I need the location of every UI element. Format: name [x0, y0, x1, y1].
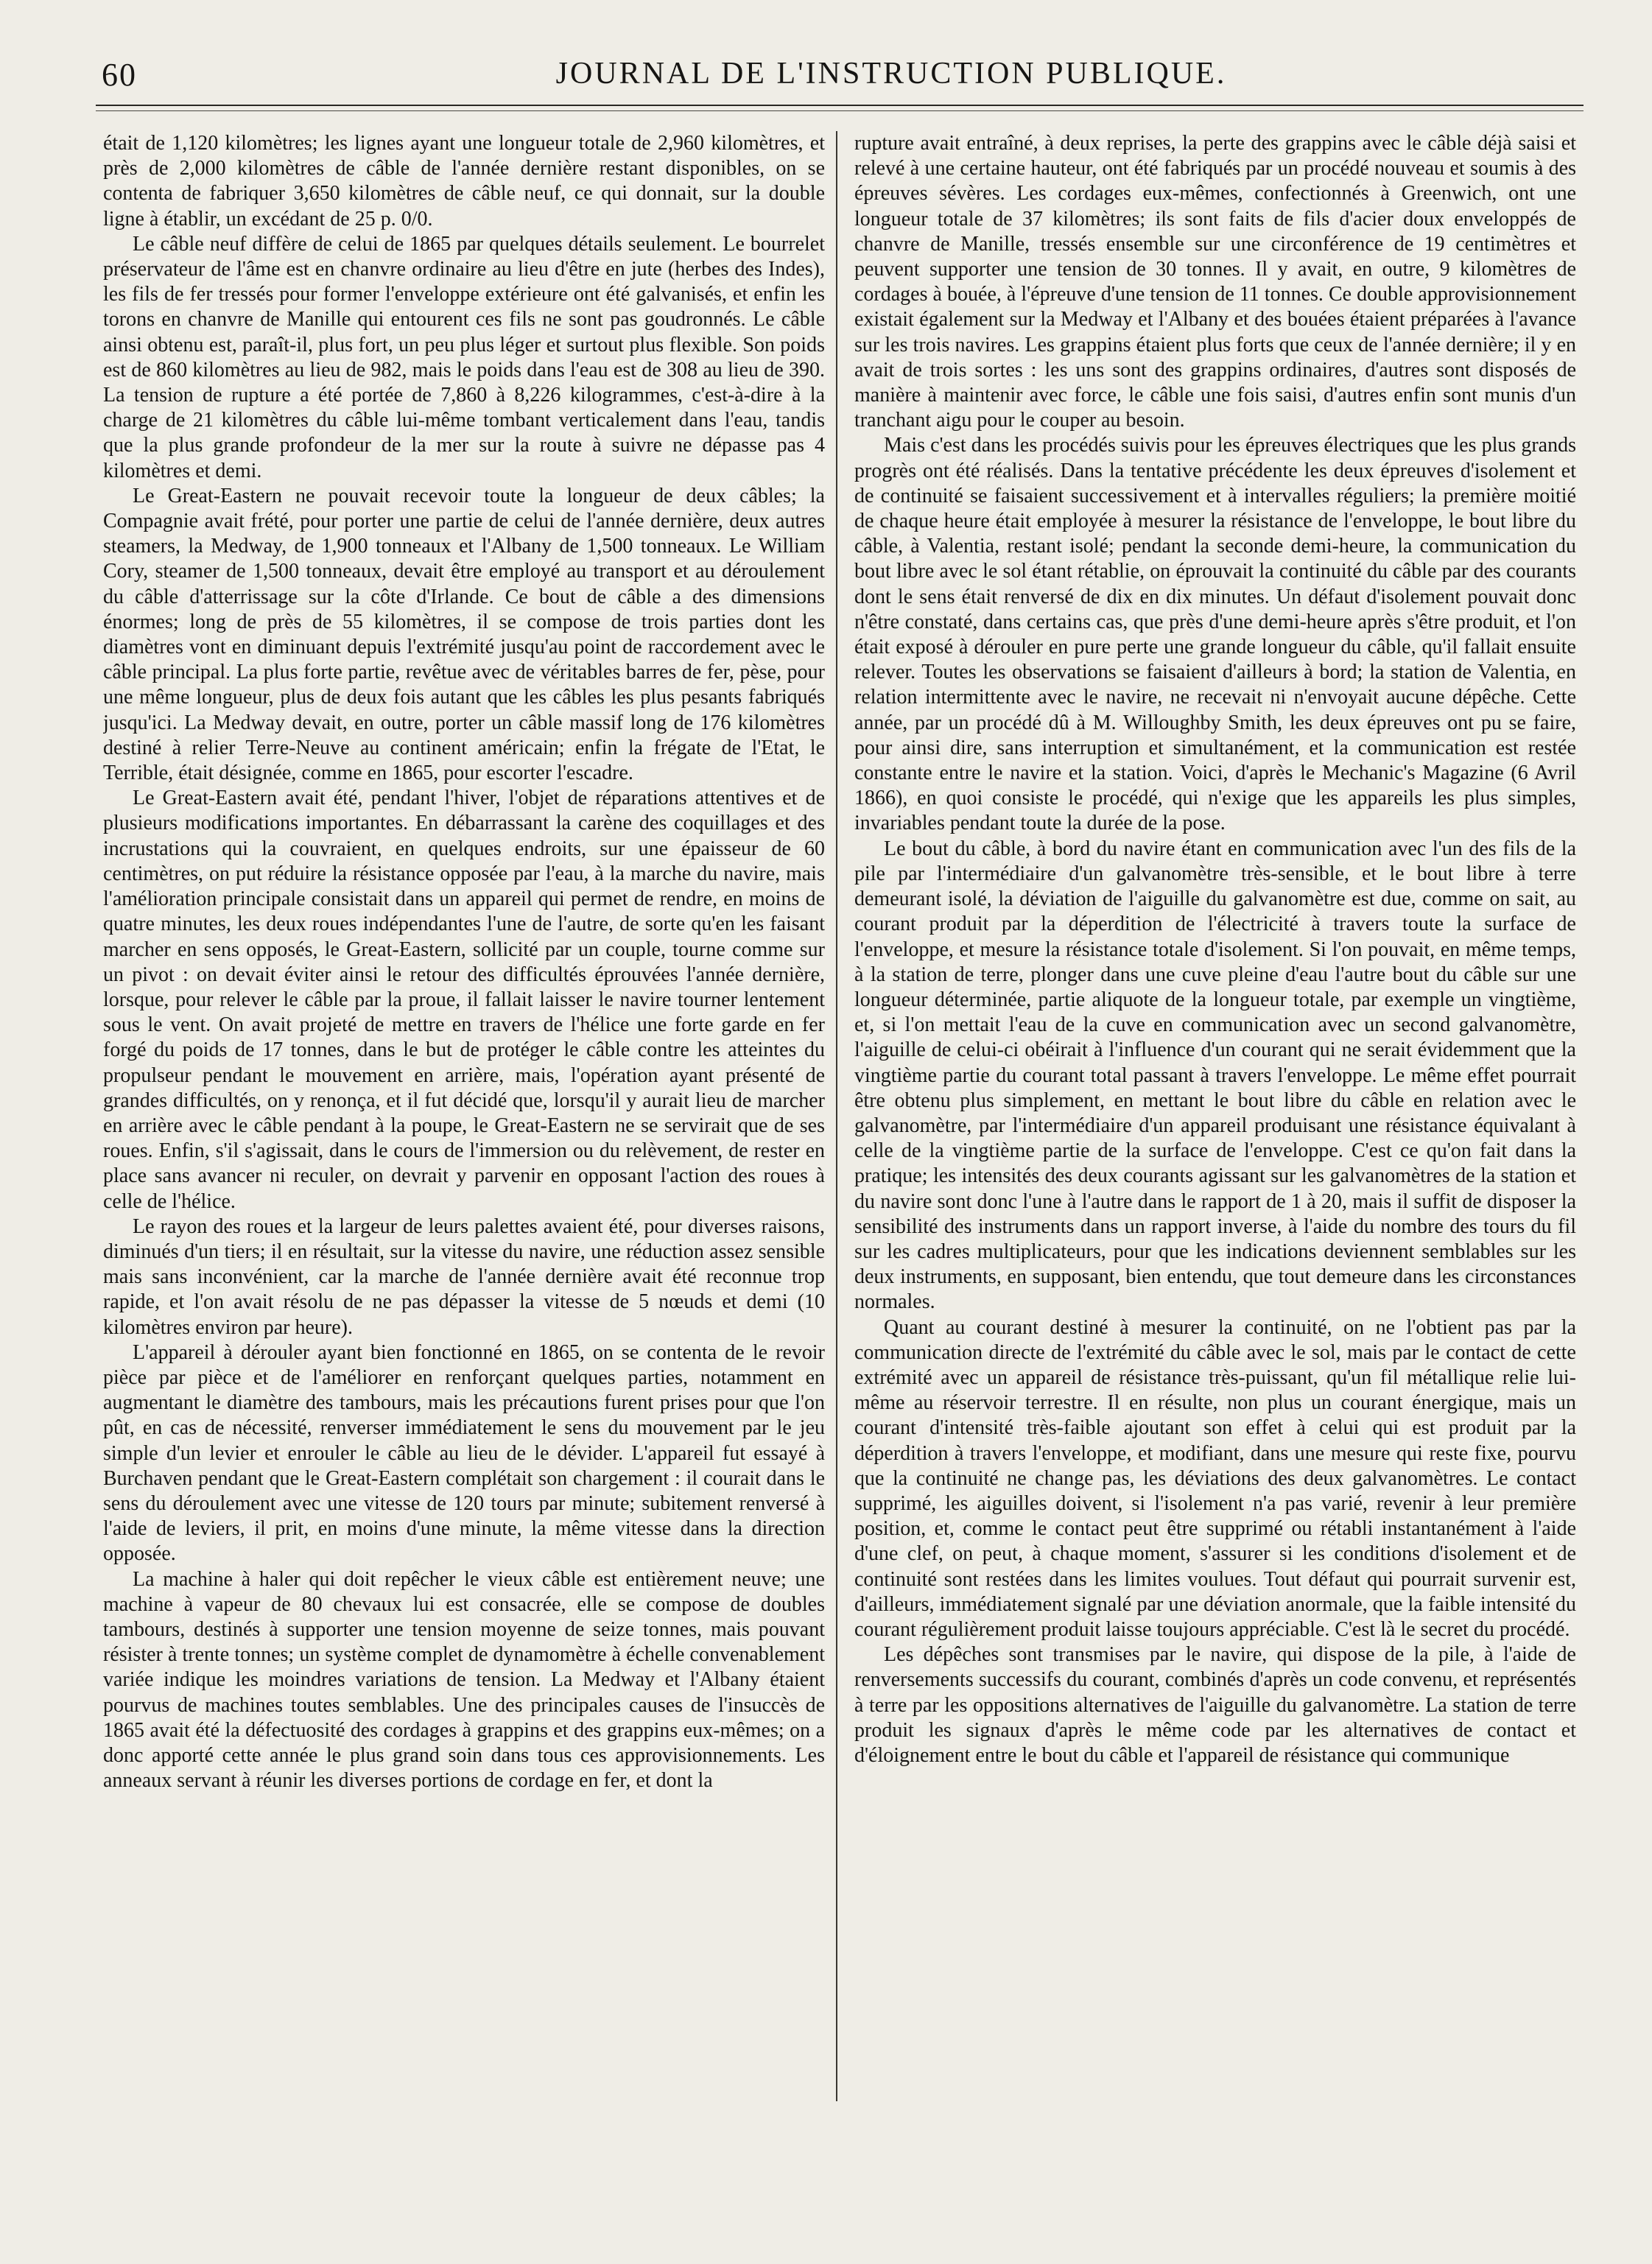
page-header — [96, 50, 1591, 102]
paragraph: Le rayon des roues et la largeur de leurs palettes avaient été, pour diverses raisons, diminués d'un tiers; il en résultait, sur la vitesse du navire, une réduction assez sensible mais sans inconvénient, car la marche de l'année dernière avait été reconnue trop rapide, et l'on avait résolu de ne pas dépasser la vitesse de 5 nœuds et demi (10 kilomètres environ par heure). — [103, 1214, 825, 1339]
paragraph: Le Great-Eastern avait été, pendant l'hiver, l'objet de réparations attentives et de plusieurs modifications importantes. En débarrassant la carène des coquillages et des incrustations qui la couvraient, en quelques endroits, sur une épaisseur de 60 centimètres, on put réduire la résistance opposée par l'eau, à la marche du navire, mais l'amélioration principale consistait dans un appareil qui permet de rendre, en moins de quatre minutes, les deux roues indépendantes l'une de l'autre, de sorte qu'en les faisant marcher en sens opposés, le Great-Eastern, sollicité par un couple, tourne comme sur un pivot : on devait éviter ainsi le retour des difficultés éprouvées l'année dernière, lorsque, pour relever le câble par la proue, il fallait laisser le navire tourner lentement sous le vent. On avait projeté de mettre en travers de l'hélice une forte garde en fer forgé du poids de 17 tonnes, dans le but de protéger le câble contre les atteintes du propulseur pendant le mouvement en arrière, mais, l'opération ayant présenté de grandes difficultés, on y renonça, et il fut décidé que, lorsqu'il y aurait lieu de marcher en arrière avec le câble pendant à la poupe, le Great-Eastern ne se servirait que de ses roues. Enfin, s'il s'agissait, dans le cours de l'immersion ou du relèvement, de rester en place sans avancer ni reculer, on devrait y parvenir en opposant l'action des roues à celle de l'hélice. — [103, 787, 825, 1213]
paragraph: L'appareil à dérouler ayant bien fonctionné en 1865, on se contenta de le revoir pièce par pièce et de l'améliorer en renforçant quelques parties, notamment en augmentant le diamètre des tambours, mais les précautions furent prises pour que l'on pût, en cas de nécessité, renverser immédiatement le sens du mouvement par le jeu simple d'un levier et enrouler le câble au lieu de le dévider. L'appareil fut essayé à Burchaven pendant que le Great-Eastern complétait son chargement : il courait dans le sens du déroulement avec une vitesse de 120 tours par minute; subitement renversé à l'aide de leviers, il prit, en moins d'une minute, la même vitesse dans la direction opposée. — [103, 1340, 825, 1566]
right-column — [854, 131, 1576, 2112]
column-divider — [836, 131, 837, 2101]
paragraph: Le câble neuf diffère de celui de 1865 par quelques détails seulement. Le bourrelet préservateur de l'âme est en chanvre ordinaire au lieu d'être en jute (herbes des Indes), les fils de fer tressés pour former l'enveloppe extérieure ont été galvanisés, et enfin les torons en chanvre de Manille qui entourent ces fils ne sont pas goudronnés. Le câble ainsi obtenu est, paraît-il, plus fort, un peu plus léger et surtout plus flexible. Son poids est de 860 kilomètres au lieu de 982, mais le poids dans l'eau est de 308 au lieu de 390. La tension de rupture a été portée de 7,860 à 8,226 kilogrammes, c'est-à-dire à la charge de 21 kilomètres du câble lui-même tombant verticalement dans l'eau, tandis que la plus grande profondeur de la mer sur la route à suivre ne dépasse pas 4 kilomètres et demi. — [103, 232, 825, 482]
paragraph: Quant au courant destiné à mesurer la continuité, on ne l'obtient pas par la communication directe de l'extrémité du câble avec le sol, mais par le contact de cette extrémité avec un appareil de résistance très-puissant, qu'un fil métallique relie lui-même au réservoir terrestre. Il en résulte, non plus un courant énergique, mais un courant d'intensité très-faible ajoutant son effet à celui qui est produit par la déperdition à travers l'enveloppe, et modifiant, dans une mesure qui reste fixe, pourvu que la continuité ne change pas, les déviations des deux galvanomètres. Le contact supprimé, les aiguilles doivent, si l'isolement n'a pas varié, revenir à leur première position, et, comme le contact peut être supprimé ou rétabli instantanément à l'aide d'une clef, on peut, à chaque moment, s'assurer si les conditions d'isolement et de continuité sont restées dans les limites voulues. Tout défaut qui pourrait survenir est, d'ailleurs, immédiatement signalé par une déviation anormale, que la faible intensité du courant régulièrement produit laisse toujours appréciable. C'est là le secret du procédé. — [854, 1315, 1576, 1641]
paragraph: La machine à haler qui doit repêcher le vieux câble est entièrement neuve; une machine à vapeur de 80 chevaux lui est consacrée, elle se compose de doubles tambours, destinés à supporter une tension moyenne de seize tonnes, mais pouvant résister à trente tonnes; un système complet de dynamomètre à échelle convenablement variée indique les moindres variations de tension. La Medway et l'Albany étaient pourvus de machines toutes semblables. Une des principales causes de l'insuccès de 1865 avait été la défectuosité des cordages à grappins et des grappins eux-mêmes; on a donc apporté cette année le plus grand soin dans tous ces approvisionnements. Les anneaux servant à réunir les diverses portions de cordage en fer, et dont la — [103, 1567, 825, 1793]
header-rule — [96, 105, 1584, 106]
paragraph: Le bout du câble, à bord du navire étant en communication avec l'un des fils de la pile par l'intermédiaire d'un galvanomètre très-sensible, et le bout libre à terre demeurant isolé, la déviation de l'aiguille du galvanomètre est due, comme on sait, au courant produit par la déperdition de l'électricité à travers toute la surface de l'enveloppe, et mesure la résistance totale d'isolement. Si l'on pouvait, en même temps, à la station de terre, plonger dans une cuve pleine d'eau l'autre bout du câble sur une longueur déterminée, partie aliquote de la longueur totale, par exemple un vingtième, et, si l'on mettait l'eau de la cuve en communication avec un second galvanomètre, l'aiguille de celui-ci obéirait à l'influence d'un courant qui ne serait évidemment que la vingtième partie du courant total passant à travers l'enveloppe. Le même effet pourrait être obtenu plus simplement, en mettant le bout libre du câble en relation avec le galvanomètre, par l'intermédiaire d'un appareil produisant une résistance équivalant à celle de la vingtième partie de la surface de l'enveloppe. C'est ce qu'on fait dans la pratique; les intensités des deux courants agissant sur les galvanomètres de la station et du navire sont donc l'une à l'autre dans le rapport de 1 à 20, mais il suffit de disposer la sensibilité des instruments dans un rapport inverse, à l'aide du nombre des tours du fil sur les cadres multiplicateurs, pour que les indications deviennent semblables sur les deux instruments, en supposant, bien entendu, que tout demeure dans les circonstances normales. — [854, 837, 1576, 1314]
paragraph: Les dépêches sont transmises par le navire, qui dispose de la pile, à l'aide de renversements successifs du courant, combinés d'après un code convenu, et représentés à terre par les oppositions alternatives de l'aiguille du galvanomètre. La station de terre produit les signaux d'après le même code par les alternatives de contact et d'éloignement entre le bout du câble et l'appareil de résistance qui communique — [854, 1643, 1576, 1767]
page-number: 60 — [102, 57, 137, 93]
paragraph: Mais c'est dans les procédés suivis pour les épreuves électriques que les plus grands progrès ont été réalisés. Dans la tentative précédente les deux épreuves d'isolement et de continuité se faisaient successivement et à intervalles réguliers; la première moitié de chaque heure était employée à mesurer la résistance de l'enveloppe, le bout libre du câble, à Valentia, restant isolé; pendant la seconde demi-heure, la communication du bout libre avec le sol étant rétablie, on éprouvait la continuité du câble par des courants dont le sens était renversé de dix en dix minutes. Un défaut d'isolement pouvait donc n'être constaté, dans certains cas, que près d'une demi-heure après s'être produit, et l'on était exposé à dérouler en pure perte une grande longueur du câble, qu'il fallait ensuite relever. Toutes les observations se faisaient d'ailleurs à bord; la station de Valentia, en relation intermittente avec le navire, ne recevait ni n'envoyait aucune dépêche. Cette année, par un procédé dû à M. Willoughby Smith, les deux épreuves ont pu se faire, pour ainsi dire, sans interruption et simultanément, et la communication est restée constante entre le navire et la station. Voici, d'après le Mechanic's Magazine (6 Avril 1866), en quoi consiste le procédé, qui n'exige que les appareils les plus simples, invariables pendant toute la durée de la pose. — [854, 434, 1576, 835]
paragraph: Le Great-Eastern ne pouvait recevoir toute la longueur de deux câbles; la Compagnie avait frété, pour porter une partie de celui de l'année dernière, deux autres steamers, la Medway, de 1,900 tonneaux et l'Albany de 1,500 tonneaux. Le William Cory, steamer de 1,500 tonneaux, devait être employé au transport et au déroulement du câble d'atterrissage sur la côte d'Irlande. Ce bout de câble a des dimensions énormes; long de près de 55 kilomètres, il se compose de trois parties dont les diamètres vont en diminuant depuis l'extrémité jusqu'au point de raccordement avec le câble principal. La plus forte partie, revêtue avec de véritables barres de fer, pèse, pour une même longueur, plus de deux fois autant que les câbles les plus pesants fabriqués jusqu'ici. La Medway devait, en outre, porter un câble massif long de 176 kilomètres destiné à relier Terre-Neuve au continent américain; enfin la frégate de l'Etat, le Terrible, était désignée, comme en 1865, pour escorter l'escadre. — [103, 484, 825, 785]
left-column — [103, 131, 825, 2112]
header-rule-thin — [96, 110, 1584, 111]
paragraph: était de 1,120 kilomètres; les lignes ayant une longueur totale de 2,960 kilomètres, et près de 2,000 kilomètres de câble de l'année dernière restant disponibles, on se contenta de fabriquer 3,650 kilomètres de câble neuf, ce qui donnait, sur la double ligne à établir, un excédant de 25 p. 0/0. — [103, 132, 825, 231]
running-title: JOURNAL DE L'INSTRUCTION PUBLIQUE. — [555, 57, 1227, 91]
paragraph: rupture avait entraîné, à deux reprises, la perte des grappins avec le câble déjà saisi et relevé à une certaine hauteur, ont été fabriqués par un procédé nouveau et soumis à des épreuves sévères. Les cordages eux-mêmes, confectionnés à Greenwich, ont une longueur totale de 37 kilomètres; ils sont faits de fils d'acier doux enveloppés de chanvre de Manille, tressés ensemble sur une circonférence de 19 centimètres et peuvent supporter une tension de 30 tonnes. Il y avait, en outre, 9 kilomètres de cordages à bouée, à l'épreuve d'une tension de 11 tonnes. Ce double approvisionnement existait également sur la Medway et l'Albany et des bouées étaient préparées à l'avance sur les trois navires. Les grappins étaient plus forts que ceux de l'année dernière; il y en avait de trois sortes : les uns sont des grappins ordinaires, d'autres sont disposés de manière à maintenir avec force, le câble une fois saisi, d'autres enfin sont munis d'un tranchant aigu pour le couper au besoin. — [854, 132, 1576, 432]
